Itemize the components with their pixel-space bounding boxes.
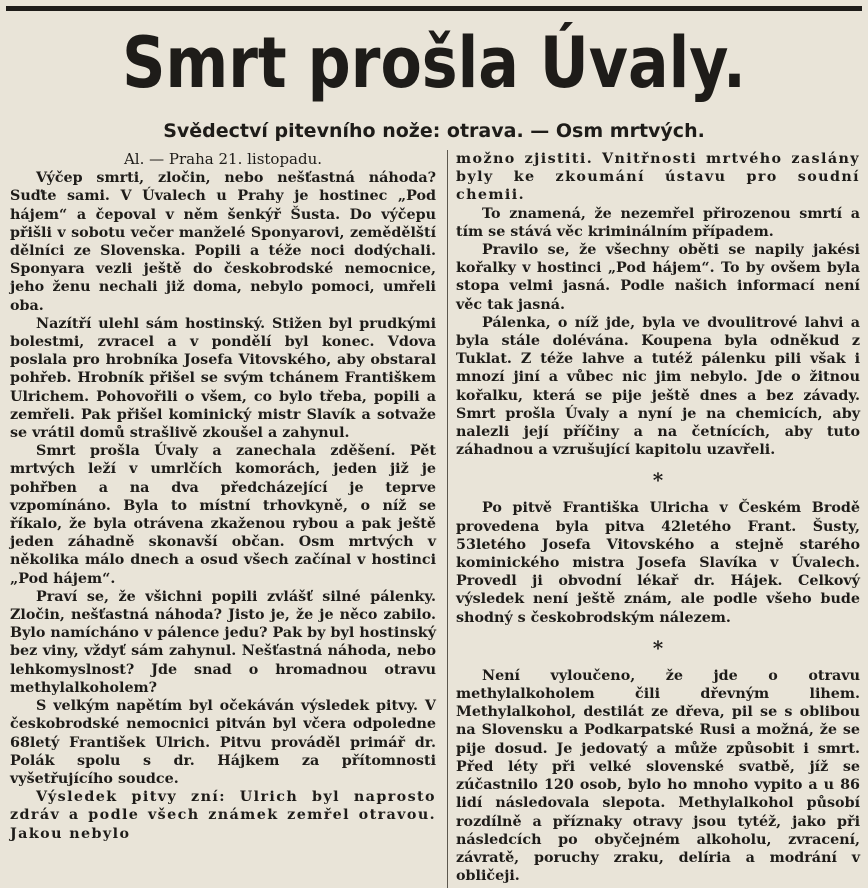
autopsy-result-continuation: možno zjistiti. Vnitřnosti mrtvého zaslány byly ke zkoumání ústavu pro soudní chemii. (456, 151, 860, 204)
paragraph: Výčep smrti, zločin, nebo nešťastná náhoda? Suďte sami. V Úvalech u Prahy je hostinec „Pod hájem“ a čepoval v něm šenkýř Šusta. Do výčepu přišli v sobotu večer manželé Sponyarovi, zemědělští dělníci ze Slovenska. Popili a téže noci dodýchali. Sponyara vezli ještě do českobrodské nemocnice, jeho ženu nechali již doma, nebylo pomoci, umřeli oba. (10, 170, 436, 314)
autopsy-result-paragraph: Výsledek pitvy zní: Ulrich byl naprosto zdráv a podle všech známek zemřel otravou. Jakou nebylo (10, 789, 436, 842)
column-divider (447, 150, 448, 888)
right-column (456, 150, 860, 885)
paragraph: Po pitvě Františka Ulricha v Českém Brodě provedena byla pitva 42letého Frant. Šusty, 53letého Josefa Vitovského a stejně starého kominického mistra Josefa Slavíka v Úvalech. Provedl ji obvodní lékař dr. Hájek. Celkový výsledek není ještě znám, ale podle všeho bude shodný s českobrodským nálezem. (456, 500, 860, 626)
paragraph: S velkým napětím byl očekáván výsledek pitvy. V českobrodské nemocnici pitván byl včera odpoledne 68letý František Ulrich. Pitvu prováděl primář dr. Polák spolu s dr. Hájkem za přítomnosti vyšetřujícího soudce. (10, 698, 436, 787)
top-rule (6, 6, 862, 11)
section-star: * (652, 468, 664, 493)
paragraph: Nazítří ulehl sám hostinský. Stižen byl prudkými bolestmi, zvracel a v pondělí byl konec. Vdova poslala pro hrobníka Josefa Vitovského, aby obstaral pohřeb. Hrobník přišel se svým tchánem Františkem Ulrichem. Pohovořili o všem, co bylo třeba, popili a zemřeli. Pak přišel kominický mistr Slavík a sotvaže se vrátil domů strašlivě zkoušel a zahynul. (10, 315, 436, 442)
paragraph: Pravilo se, že všechny oběti se napily jakési kořalky v hostinci „Pod hájem“. To by ovšem byla stopa velmi jasná. Podle našich informací není věc tak jasná. (456, 242, 860, 313)
headline: Smrt prošla Úvaly. (122, 22, 746, 104)
subheadline: Svědectví pitevního nože: otrava. — Osm mrtvých. (163, 120, 705, 142)
paragraph: To znamená, že nezemřel přirozenou smrtí a tím se stává věc kriminálním případem. (456, 205, 860, 240)
section-star: * (652, 635, 664, 660)
paragraph: Smrt prošla Úvaly a zanechala zděšení. Pět mrtvých leží v umrlčích komorách, jeden již je pohřben a na dva předcházející je teprve vzpomínáno. Byla to místní trhovkyně, o níž se říkalo, že byla otrávena zkaženou rybou a pak ještě jeden záhadně skonavší občan. Osm mrtvých v několika málo dnech a osud všech začínal v hostinci „Pod hájem“. (10, 443, 436, 587)
paragraph: Není vyloučeno, že jde o otravu methylalkoholem čili dřevným lihem. Methylalkohol, destilát ze dřeva, pil se s oblibou na Slovensku a Podkarpatské Rusi a možná, že se pije dosud. Je jedovatý a může způsobit i smrt. Před léty při velké slovenské svatbě, jíž se zúčastnilo 120 osob, bylo ho mnoho vypito a u 86 lidí následovala slepota. Methylalkohol působí rozdílně a příznaky otravy jsou tytéž, jako při následcích po obyčejném alkoholu, zvracení, závratě, poruchy zraku, delíria a modrání v obličeji. (456, 667, 860, 885)
left-column (10, 150, 436, 843)
paragraph: Pálenka, o níž jde, byla ve dvoulitrové lahvi a byla stále dolévána. Koupena byla odněkud z Tuklat. Z téže lahve a tutéž pálenku pili však i mnozí jiní a vůbec nic jim nebylo. Jde o žitnou kořalku, která se pije ještě dnes a bez závady. Smrt prošla Úvaly a nyní je na chemicích, aby nalezli její příčiny a na četnících, aby tuto záhadnou a vzrušující kapitolu uzavřeli. (456, 314, 860, 459)
dateline: Al. — Praha 21. listopadu. (123, 150, 323, 168)
paragraph: Praví se, že všichni popili zvlášť silné pálenky. Zločin, nešťastná náhoda? Jisto je, že je něco zabilo. Bylo namícháno v pálence jedu? Pak by byl hostinský bez viny, vždyť sám zahynul. Nešťastná náhoda, nebo lehkomyslnost? Jde snad o hromadnou otravu methylalkoholem? (10, 588, 436, 696)
